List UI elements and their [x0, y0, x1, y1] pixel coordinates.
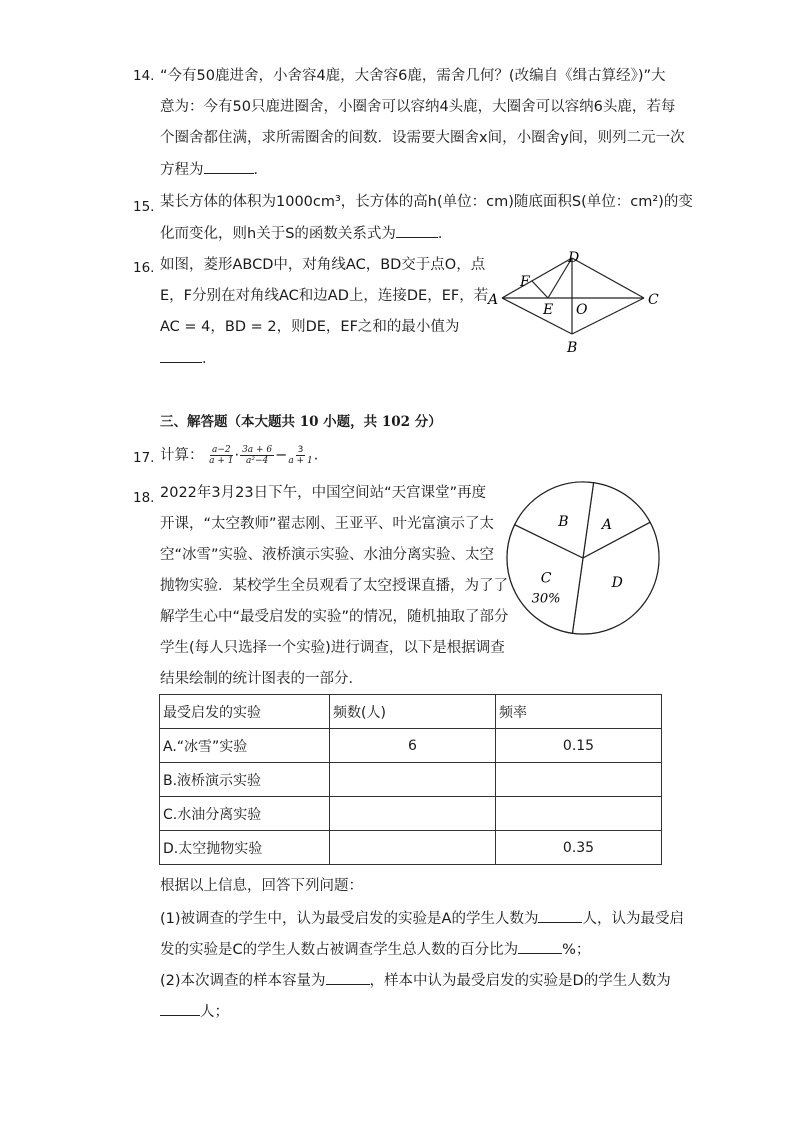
edge-ad: [502, 258, 572, 298]
pie-chart: [503, 478, 663, 638]
edge-dc: [572, 258, 644, 298]
pie-label-b: B: [558, 514, 569, 531]
table-row: [160, 797, 662, 831]
q16-end: ．: [202, 351, 217, 367]
q18-line-1: 2022年3月23日下午，中国空间站“天宫课堂”再度: [160, 485, 487, 501]
question-number-14: 14.: [133, 68, 155, 84]
table-header: 最受启发的实验: [160, 695, 330, 729]
q18-blank-c-percent[interactable]: [518, 939, 562, 954]
section-heading: 三、解答题（本大题共 10 小题，共 102 分）: [160, 414, 442, 430]
fraction-2-num: 3a + 6: [242, 445, 273, 455]
q18-p2b: ，样本中认为最受启发的实验是D的学生人数为: [369, 973, 671, 989]
table-cell[interactable]: [330, 831, 496, 865]
q16-line-3: AC = 4，BD = 2，则DE，EF之和的最小值为: [160, 319, 460, 335]
q15-answer-blank[interactable]: [396, 223, 438, 238]
label-o: O: [576, 302, 588, 318]
fraction-3-den: a + 1: [288, 456, 313, 466]
q18-p2c: 人；: [200, 1004, 229, 1020]
q17-line: [160, 445, 318, 466]
table-cell[interactable]: [496, 763, 662, 797]
q15-line-1: 某长方体的体积为1000cm³，长方体的高h(单位：cm)随底面积S(单位：cm²)的变: [160, 194, 693, 210]
fraction-1: [209, 445, 233, 466]
table-cell: B.液桥演示实验: [160, 763, 330, 797]
q18-line-4: 抛物实验．某校学生全员观看了太空授课直播，为了了: [160, 578, 508, 594]
fraction-1-den: a + 1: [209, 456, 234, 466]
q14-line-2: 意为：今有50只鹿进圈舍，小圈舍可以容纳4头鹿，大圈舍可以容纳6头鹿，若每: [160, 99, 676, 115]
table-cell: 0.15: [496, 729, 662, 763]
fraction-3: [288, 445, 312, 466]
q18-blank-a-count[interactable]: [538, 908, 582, 923]
dot-operator: ·: [234, 447, 240, 464]
question-number-18: 18.: [133, 490, 155, 506]
fraction-3-num: 3: [297, 445, 304, 455]
q18-blank-sample-size[interactable]: [326, 970, 370, 985]
q14-line-3: 个圈舍都住满，求所需圈舍的间数．设需要大圈舍x间，小圈舍y间，则列二元一次: [160, 130, 685, 146]
q17-prefix: 计算：: [160, 447, 204, 464]
table-header: 频数(人): [330, 695, 496, 729]
q18-line-3: 空“冰雪”实验、液桥演示实验、水油分离实验、太空: [160, 547, 495, 563]
table-cell[interactable]: [330, 797, 496, 831]
q14-end: ．: [253, 162, 268, 178]
label-f: F: [520, 274, 530, 290]
q14-answer-blank[interactable]: [204, 159, 254, 174]
pie-label-d: D: [611, 574, 623, 591]
table-header-row: [160, 695, 662, 729]
q16-line-1: 如图，菱形ABCD中，对角线AC，BD交于点O，点: [160, 257, 486, 273]
q18-p1a: (1)被调查的学生中，认为最受启发的实验是A的学生人数为: [160, 911, 539, 927]
q15-line-2: [160, 223, 452, 244]
q16-line-4: [160, 348, 217, 369]
rhombus-figure: [484, 248, 664, 353]
pie-label-a: A: [601, 516, 613, 533]
label-c: C: [648, 292, 659, 308]
table-row: [160, 729, 662, 763]
q14-text: 方程为: [160, 162, 204, 178]
q16-line-2: E，F分别在对角线AC和边AD上，连接DE，EF，若: [160, 288, 489, 304]
q18-blank-d-count[interactable]: [160, 1001, 200, 1016]
q15-end: ．: [437, 226, 453, 242]
q18-p1c: 发的实验是C的学生人数占被调查学生总人数的百分比为: [160, 942, 519, 958]
q18-part2-line-1: [160, 970, 671, 991]
q18-part1-line-1: [160, 908, 684, 929]
label-e: E: [543, 302, 554, 318]
table-cell: 0.35: [496, 831, 662, 865]
question-number-17: 17.: [133, 450, 155, 466]
q18-p1d: %；: [562, 942, 591, 958]
q18-line-7: 结果绘制的统计图表的一部分．: [160, 671, 363, 687]
q18-p2a: (2)本次调查的样本容量为: [160, 973, 326, 989]
label-b: B: [567, 340, 578, 353]
q17-end: .: [313, 447, 319, 464]
table-cell[interactable]: [330, 763, 496, 797]
q18-line-6: 学生(每人只选择一个实验)进行调查，以下是根据调查: [160, 640, 505, 656]
q16-answer-blank[interactable]: [160, 348, 202, 363]
q14-line-4: [160, 159, 268, 180]
q18-part1-line-2: [160, 939, 590, 960]
label-a: A: [488, 292, 499, 308]
table-cell[interactable]: [496, 797, 662, 831]
q18-line-2: 开课，“太空教师”翟志刚、王亚平、叶光富演示了太: [160, 516, 495, 532]
segment-ef: [532, 281, 548, 298]
pie-label-c: C: [540, 570, 552, 587]
results-table: [159, 694, 662, 865]
minus-operator: −: [275, 447, 288, 464]
question-number-16: 16.: [133, 260, 155, 276]
q18-after-text: 根据以上信息，回答下列问题：: [160, 878, 363, 894]
edge-ba: [502, 298, 572, 334]
fraction-1-num: a−2: [211, 445, 231, 455]
table-cell: A.“冰雪”实验: [160, 729, 330, 763]
table-row: [160, 763, 662, 797]
q15-text: 化而变化，则h关于S的函数关系式为: [160, 226, 396, 242]
pie-percent-label-c: 30%: [531, 591, 561, 607]
q18-part2-line-2: [160, 1001, 229, 1022]
fraction-2: [240, 445, 274, 466]
fraction-2-den: a²−4: [246, 456, 269, 466]
table-cell: 6: [330, 729, 496, 763]
question-number-15: 15.: [133, 199, 155, 215]
table-header: 频率: [496, 695, 662, 729]
label-d: D: [568, 250, 580, 266]
q18-p1b: 人，认为最受启: [582, 911, 684, 927]
q14-line-1: “今有50鹿进舍，小舍容4鹿，大舍容6鹿，需舍几何？(改编自《缉古算经》)”大: [160, 68, 666, 84]
table-cell: C.水油分离实验: [160, 797, 330, 831]
q18-line-5: 解学生心中“最受启发的实验”的情况，随机抽取了部分: [160, 609, 509, 625]
table-row: [160, 831, 662, 865]
table-cell: D.太空抛物实验: [160, 831, 330, 865]
